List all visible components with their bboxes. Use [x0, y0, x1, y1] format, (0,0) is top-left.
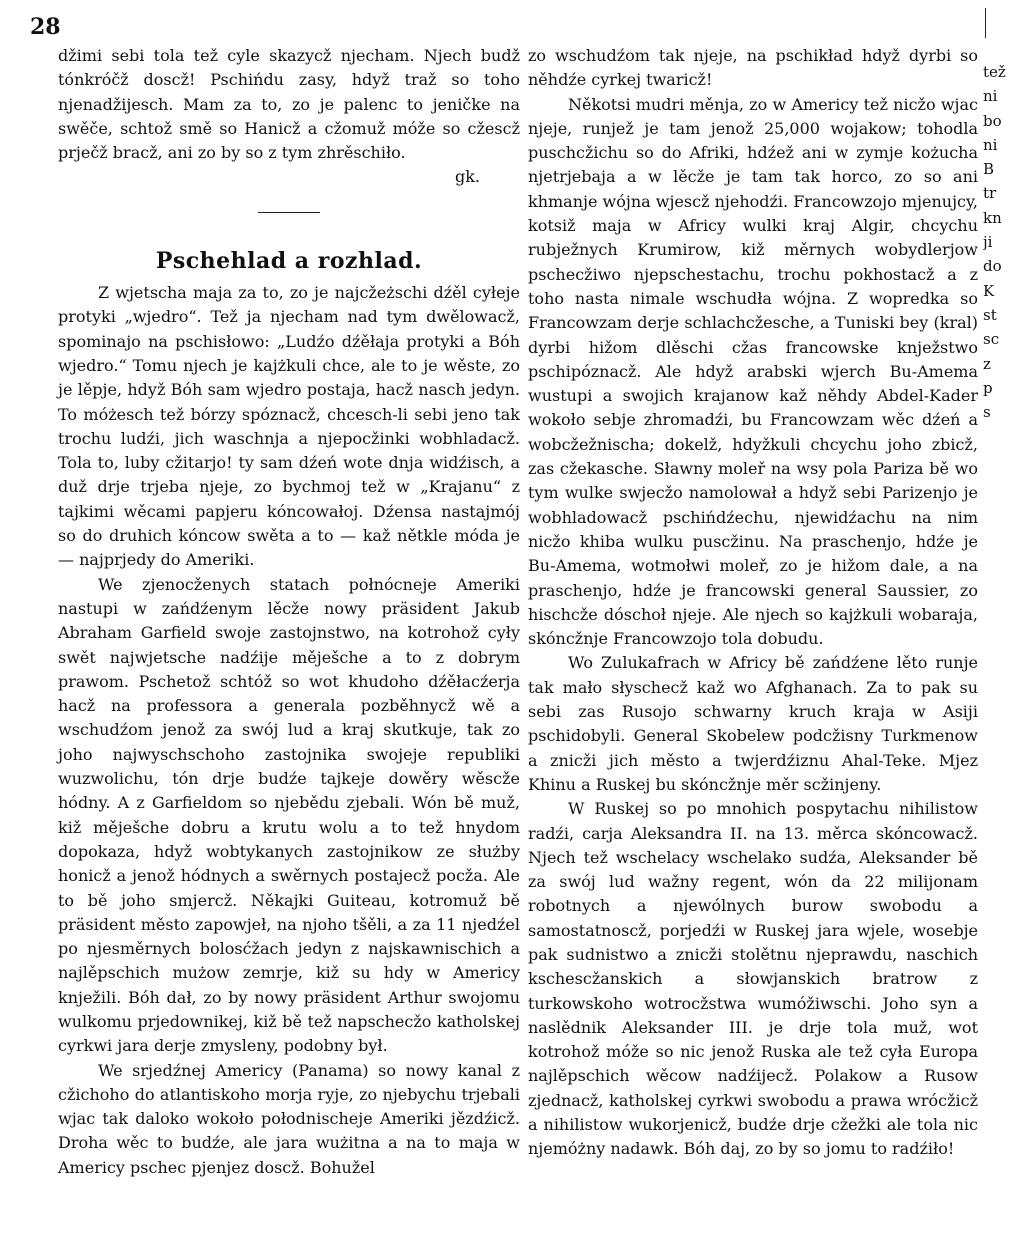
page-number: 28 [30, 14, 61, 40]
article-paragraph: We srjedźnej Americy (Panama) so nowy kanal z cžichoho do atlantiskoho morja ryje, zo njebychu trjebali wjac tak daloko wokoło połodnischeje Ameriki jězdźicž. Droha wěc to budźe, ale jara wużitna a na to maja w Americy pschec pjenjez doscž. Bohužel [58, 1060, 520, 1177]
article-paragraph: Z wjetscha maja za to, zo je najcžeżschi dźěl cyłeje protyki „wjedro“. Tež ja njecham nad tym dwělowacž, spominajo na pschisłowo: „Ludźo dźěłaja protyki a Bóh wjedro.“ Tomu njech je kajżkuli chce, ale to je wěste, zo je lěpje, hdyž Bóh sam wjedro postaja, hacž nasch jedyn. To móżesch tež bórzy spóznacž, chcesch-li sebi jeno tak trochu ludźi, jich waschnja a njepocžinki wobhladacž. Tola to, luby cžitarjo! ty sam dźeń wote dnja widźisch, a duž drje trjeba njeje, zo bychmoj tež w „Krajanu“ z tajkimi wěcami papjeru kóncowałoj. Dźensa nastajmój so do druhich kóncow swěta a to — kaž nětkle móda je — najprjedy do Ameriki. [58, 283, 520, 570]
edge-fragment: bo [983, 111, 1002, 130]
edge-fragment: st [983, 305, 997, 324]
edge-fragment: tr [983, 184, 997, 203]
article-title: Pschehlad a rozhlad. [155, 247, 423, 274]
article-paragraph: Někotsi mudri měnja, zo w Americy tež nicžo wjac njeje, runjež je tam jenož 25,000 wojakow; tohodla puschcžichu so do Afriki, hdźež ani w zymje kożucha njetrjebaja a w lěcže je tam tak horco, zo so ani khmanje wójna wjescž njehodźi. Francowzojo mjenujcy, kotsiž maja w Africy wulki kraj Algir, chcychu rubježnych Krumirow, kiž měrnych wobydlerjow pschecžiwo njepschestachu, trochu pokhostacž a z toho nasta nimale wschudła wójna. Z wopredka so Francowzam derje schlachcžesche, a Tuniski bey (kral) dyrbi hižom dlěschi cžas francowske knježstwo pschipóznacž. Ale hdyž arabski wjerch Bu-Amema wustupi a swojich krajanow kaž něhdy Abdel-Kader wokoło sebje zhromadźi, bu Francowzam wěc dźeń a wobcžežnischa; dokelž, hdyžkuli chcychu joho zbicž, zas cžekasche. Sławny moleř na wsy pola Pariza bě wo tym wulke swjecžo namolował a hdyž sebi Parizenjo je wobhladowacž pschińdźechu, njewidźachu na nim nicžo khiba wulku puscžinu. Na praschenjo, hdźe je Bu-Amema, wotmołwi moleř, zo je hižom dale, a na praschenjo, hdźe je francowski general Saussier, zo hischcže dóschoł njeje. Ale njech so kajżkuli wobaraja, skóncžnje Francowzojo tola dobudu. [528, 94, 978, 649]
left-column [58, 44, 520, 1180]
edge-fragment: B [983, 160, 995, 179]
edge-fragment: s [983, 403, 991, 422]
adjacent-page-edge [983, 60, 1024, 424]
edge-fragment: do [983, 257, 1002, 276]
edge-fragment: z [983, 354, 991, 373]
edge-fragment: sc [983, 330, 1000, 349]
article-paragraph: W Ruskej so po mnohich pospytachu nihilistow radźi, carja Aleksandra II. na 13. měrca skóncowacž. Njech tež wschelacy wschelako sudźa, Aleksander bě za swój lud wažny regent, wón da 22 milijonam robotnych a njewólnych burow swobodu a samostatnoscž, porjedźi w Ruskej jara wjele, wosebje pak sudnistwo a znicži stolětnu njeprawdu, naschich kschescžanskich a słowjanskich bratrow z turkowskoho wotrocžstwa wumóžiwschi. Joho syn a naslědnik Aleksander III. je drje tola muž, wot kotrohož móže so nic jenož Ruska ale tež cyła Europa najlěpschich wěcow nadźijecž. Polakow a Rusow zjednacž, katholskej cyrkwi swobodu a prawa wrócžicž a nihilistow wukorjenicž, budźe drje cžežki ale tola nic njemóżny nadawk. Bóh daj, zo by so jomu to radźiło! [528, 799, 978, 1159]
author-signoff: gk. [454, 167, 480, 187]
edge-fragment: ni [983, 135, 998, 154]
edge-fragment: kn [983, 208, 1002, 227]
article-paragraph: We zjenocženych statach połnócneje Ameriki nastupi w zańdźenym lěcže nowy präsident Jakub Abraham Garfield swoje zastojnstwo, na kotrohož cyły swět najwjetsche nadźije měješche a to z dobrym prawom. Pschetož schtóž so wot khudoho dźěłacźerja hacž na professora a generala pozběhnycž wě a wschudźom jenož za swój lud a kraj skutkuje, tak zo joho najwyschschoho zastojnika swojeje republiki wuzwolichu, tón drje budźe tajkeje dowěry wěscže hódny. A z Garfieldom so njebědu zjebali. Wón bě muž, kiž měješche dobru a krutu wolu a to tež hnydom dopokaza, hdyž wobtykanych zastojnikow ze służby honicž a jenož hódnych a swěrnych postajecž pocža. Ale to bě joho smjercž. Někajki Guiteau, kotromuž bě präsident město zapowjeł, na njoho tšěli, a za 11 njedźel po njesměrnych bolosćžach jedyn z najskawnischich a najlěpschich mużow zemrje, kiž su hdy w Americy knježili. Bóh dał, zo by nowy präsident Arthur swojomu wulkomu prjedownikej, kiž bě tež napschecžo katholskej cyrkwi jara derje zmysleny, podobny był. [58, 574, 520, 1056]
intro-paragraph: džimi sebi tola tež cyle skazycž njecham. Njech budž tónkróčž doscž! Pschińdu zasy, hdyž traž so toho njenadžijesch. Mam za to, zo je palenc to jeničke na swěče, schtož smě so Hanicž a cžomuž móže so cžescž prječž bracž, ani zo by so z tym zhrěschiło. [58, 46, 520, 163]
edge-fragment: ni [983, 87, 998, 106]
edge-fragment: p [983, 378, 993, 397]
edge-fragment: tež [983, 63, 1006, 81]
edge-fragment: K [983, 281, 995, 300]
column-edge-rule [985, 8, 986, 38]
article-paragraph: Wo Zulukafrach w Africy bě zańdźene lěto runje tak mało słyschecž kaž wo Afghanach. Za to pak su sebi zas Rusojo schwarny kruch kraja w Asiji pschidobyli. General Skobelew podcžisny Turkmenow a znicži jich město a twjerdźiznu Ahal-Teke. Mjez Khinu a Ruskej bu skóncžnje měr scžinjeny. [528, 653, 978, 794]
right-column [528, 44, 978, 1162]
section-divider [258, 212, 320, 213]
article-paragraph: zo wschudźom tak njeje, na pschikład hdyž dyrbi so něhdźe cyrkej twaricž! [528, 46, 978, 90]
edge-fragment: ji [983, 233, 993, 252]
